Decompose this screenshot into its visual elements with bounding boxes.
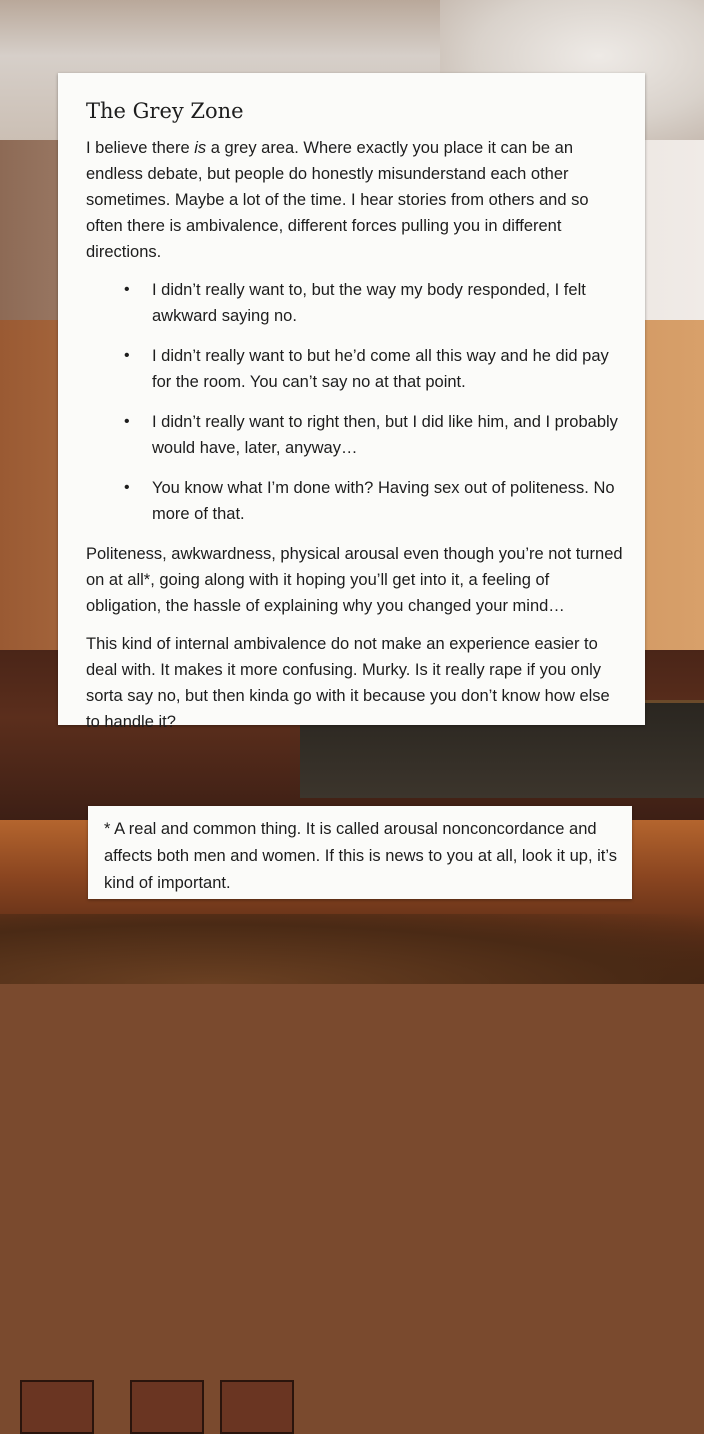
footnote-text: * A real and common thing. It is called arousal nonconcordance and affects both men and women. If this is news to you at all, look it up, it’s kind of important. bbox=[104, 820, 617, 892]
list-item bbox=[124, 475, 623, 527]
hill-shape bbox=[0, 914, 704, 984]
list-item bbox=[124, 277, 623, 329]
desk-drawer bbox=[130, 1380, 204, 1434]
list-item-text: You know what I’m done with? Having sex out of politeness. No more of that. bbox=[152, 479, 615, 523]
intro-text-end: a grey area. Where exactly you place it can be an endless debate, but people do honestly misunderstand each other sometimes. Maybe a lot of the time. I hear stories from others and so often there is ambivalence, different forces pulling you in different directions. bbox=[86, 139, 589, 261]
bullet-icon: • bbox=[124, 479, 130, 496]
list-item bbox=[124, 343, 623, 395]
list-item-text: I didn’t really want to but he’d come all this way and he did pay for the room. You can’t say no at that point. bbox=[152, 347, 609, 391]
desk-drawer bbox=[20, 1380, 94, 1434]
paragraph-reasons: Politeness, awkwardness, physical arousal even though you’re not turned on at all*, going along with it hoping you’ll get into it, a feeling of obligation, the hassle of explaining why you changed your mind… bbox=[86, 545, 623, 615]
quote-list bbox=[86, 277, 623, 527]
intro-text-start: I believe there bbox=[86, 139, 195, 157]
bullet-icon: • bbox=[124, 347, 130, 364]
desk-drawer bbox=[220, 1380, 294, 1434]
footnote-card bbox=[88, 806, 632, 899]
intro-paragraph bbox=[86, 135, 623, 265]
paragraph-ambivalence: This kind of internal ambivalence do not make an experience easier to deal with. It makes it more confusing. Murky. Is it really rape if you only sorta say no, but then kinda go with it because you don’t know how else to handle it? bbox=[86, 635, 610, 731]
bullet-icon: • bbox=[124, 281, 130, 298]
bullet-icon: • bbox=[124, 413, 130, 430]
page-title: The Grey Zone bbox=[86, 99, 244, 123]
list-item-text: I didn’t really want to right then, but I did like him, and I probably would have, later, anyway… bbox=[152, 413, 618, 457]
main-text-card bbox=[58, 73, 645, 731]
list-item bbox=[124, 409, 623, 461]
intro-emphasis: is bbox=[194, 139, 207, 157]
list-item-text: I didn’t really want to, but the way my body responded, I felt awkward saying no. bbox=[152, 281, 586, 325]
